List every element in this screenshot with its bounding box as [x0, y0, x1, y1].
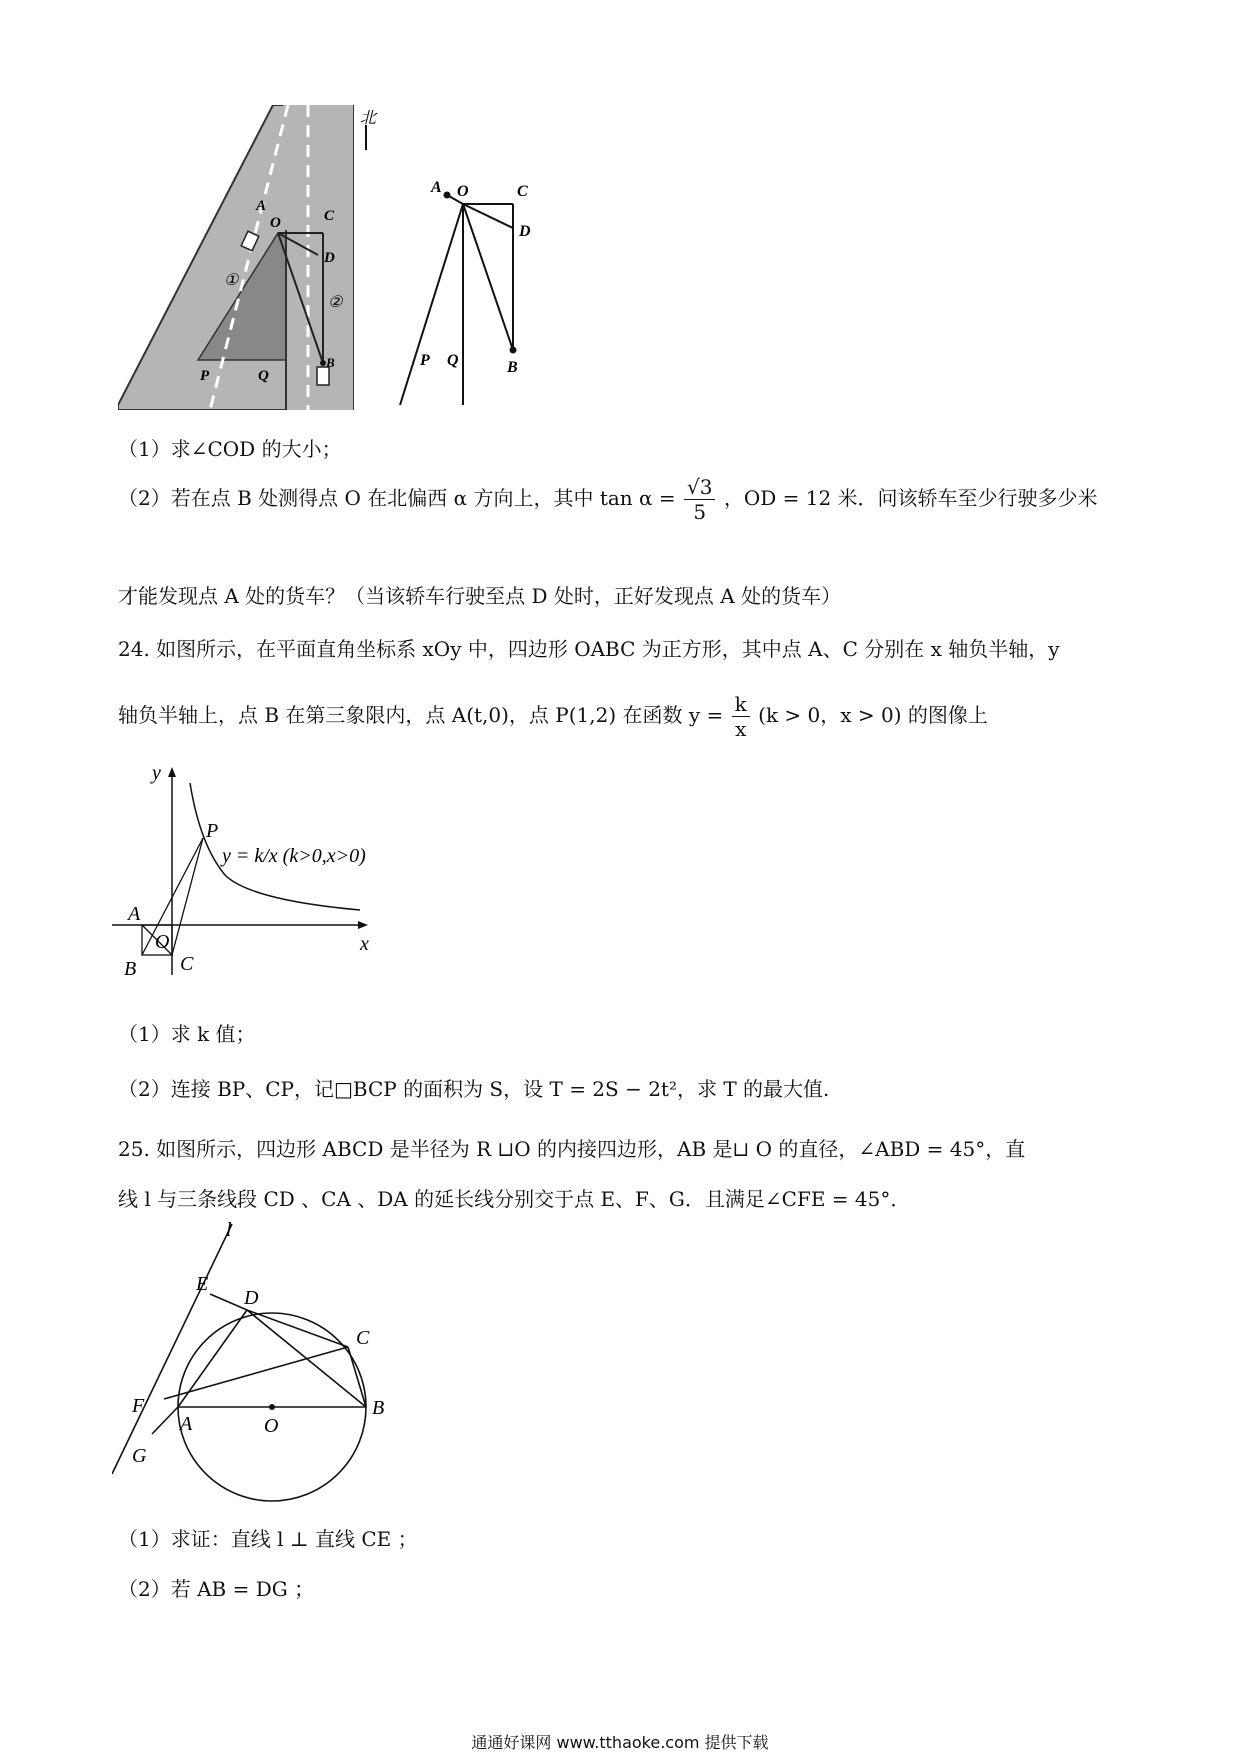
svg-text:P: P	[420, 352, 430, 369]
svg-text:O: O	[264, 1415, 279, 1437]
svg-text:②: ②	[328, 294, 343, 311]
svg-text:A: A	[256, 198, 267, 214]
svg-text:y: y	[152, 765, 161, 784]
svg-text:A: A	[431, 179, 442, 196]
svg-text:B: B	[372, 1397, 385, 1419]
svg-text:l: l	[226, 1222, 232, 1241]
circle-figure	[112, 1222, 402, 1522]
svg-text:B: B	[326, 355, 335, 370]
north-label: 北	[360, 110, 377, 127]
q24-part2: （2）连接 BP、CP，记□BCP 的面积为 S，设 T = 2S − 2t²，求 T 的最大值.	[118, 1077, 830, 1101]
svg-text:E: E	[196, 1273, 209, 1295]
q23-part1: （1）求∠COD 的大小；	[118, 437, 342, 461]
svg-text:O: O	[457, 183, 469, 200]
svg-text:Q: Q	[258, 368, 269, 384]
q25-stem-cont: 线 l 与三条线段 CD 、CA 、DA 的延长线分别交于点 E、F、G．且满足∠CFE = 45°．	[118, 1187, 911, 1211]
road-figure	[118, 105, 388, 410]
svg-text:x: x	[360, 933, 369, 955]
q25-stem: 25. 如图所示，四边形 ABCD 是半径为 R ⊔O 的内接四边形，AB 是⊔ O 的直径，∠ABD = 45°，直	[118, 1137, 1026, 1161]
svg-text:A: A	[180, 1413, 193, 1435]
svg-text:D: D	[324, 250, 335, 266]
svg-text:①: ①	[224, 272, 239, 289]
q25-part1: （1）求证：直线 l ⊥ 直线 CE ；	[118, 1527, 418, 1551]
svg-text:P: P	[200, 368, 210, 384]
svg-text:C: C	[180, 953, 194, 975]
svg-text:B: B	[124, 958, 137, 980]
q23-part2-cont: 才能发现点 A 处的货车？（当该轿车行驶至点 D 处时，正好发现点 A 处的货车）	[118, 584, 842, 608]
svg-text:C: C	[324, 208, 335, 224]
q24-stem-cont: 轴负半轴上，点 B 在第三象限内，点 A(t,0)，点 P(1,2) 在函数 y = $\frac{k}{x}$ (k > 0，x > 0) 的图像上	[118, 692, 988, 741]
q25-part2: （2）若 AB = DG ；	[118, 1577, 315, 1601]
svg-text:D: D	[244, 1287, 259, 1309]
q24-part1: （1）求 k 值；	[118, 1022, 256, 1046]
svg-text:P: P	[206, 820, 219, 842]
svg-text:y = k/x (k>0,x>0): y = k/x (k>0,x>0)	[222, 845, 366, 867]
svg-text:O: O	[155, 931, 170, 953]
svg-text:O: O	[270, 215, 281, 231]
coordinate-figure	[110, 765, 410, 985]
q24-stem: 24. 如图所示，在平面直角坐标系 xOy 中，四边形 OABC 为正方形，其中点 A、C 分别在 x 轴负半轴，y	[118, 637, 1060, 661]
svg-text:F: F	[132, 1395, 145, 1417]
svg-text:D: D	[519, 223, 531, 240]
q23-part2: （2）若在点 B 处测得点 O 在北偏西 α 方向上，其中 tan α = $\frac{√3}{5}$ ，OD = 12 米．问该轿车至少行驶多少米	[118, 475, 1098, 524]
svg-text:G: G	[132, 1445, 147, 1467]
geometry-figure	[395, 170, 595, 415]
svg-text:A: A	[128, 903, 141, 925]
svg-text:C: C	[517, 183, 528, 200]
footer: 通通好课网 www.tthaoke.com 提供下载	[471, 1733, 769, 1752]
svg-text:Q: Q	[447, 352, 459, 369]
svg-text:C: C	[356, 1327, 370, 1349]
svg-text:B: B	[507, 359, 518, 376]
